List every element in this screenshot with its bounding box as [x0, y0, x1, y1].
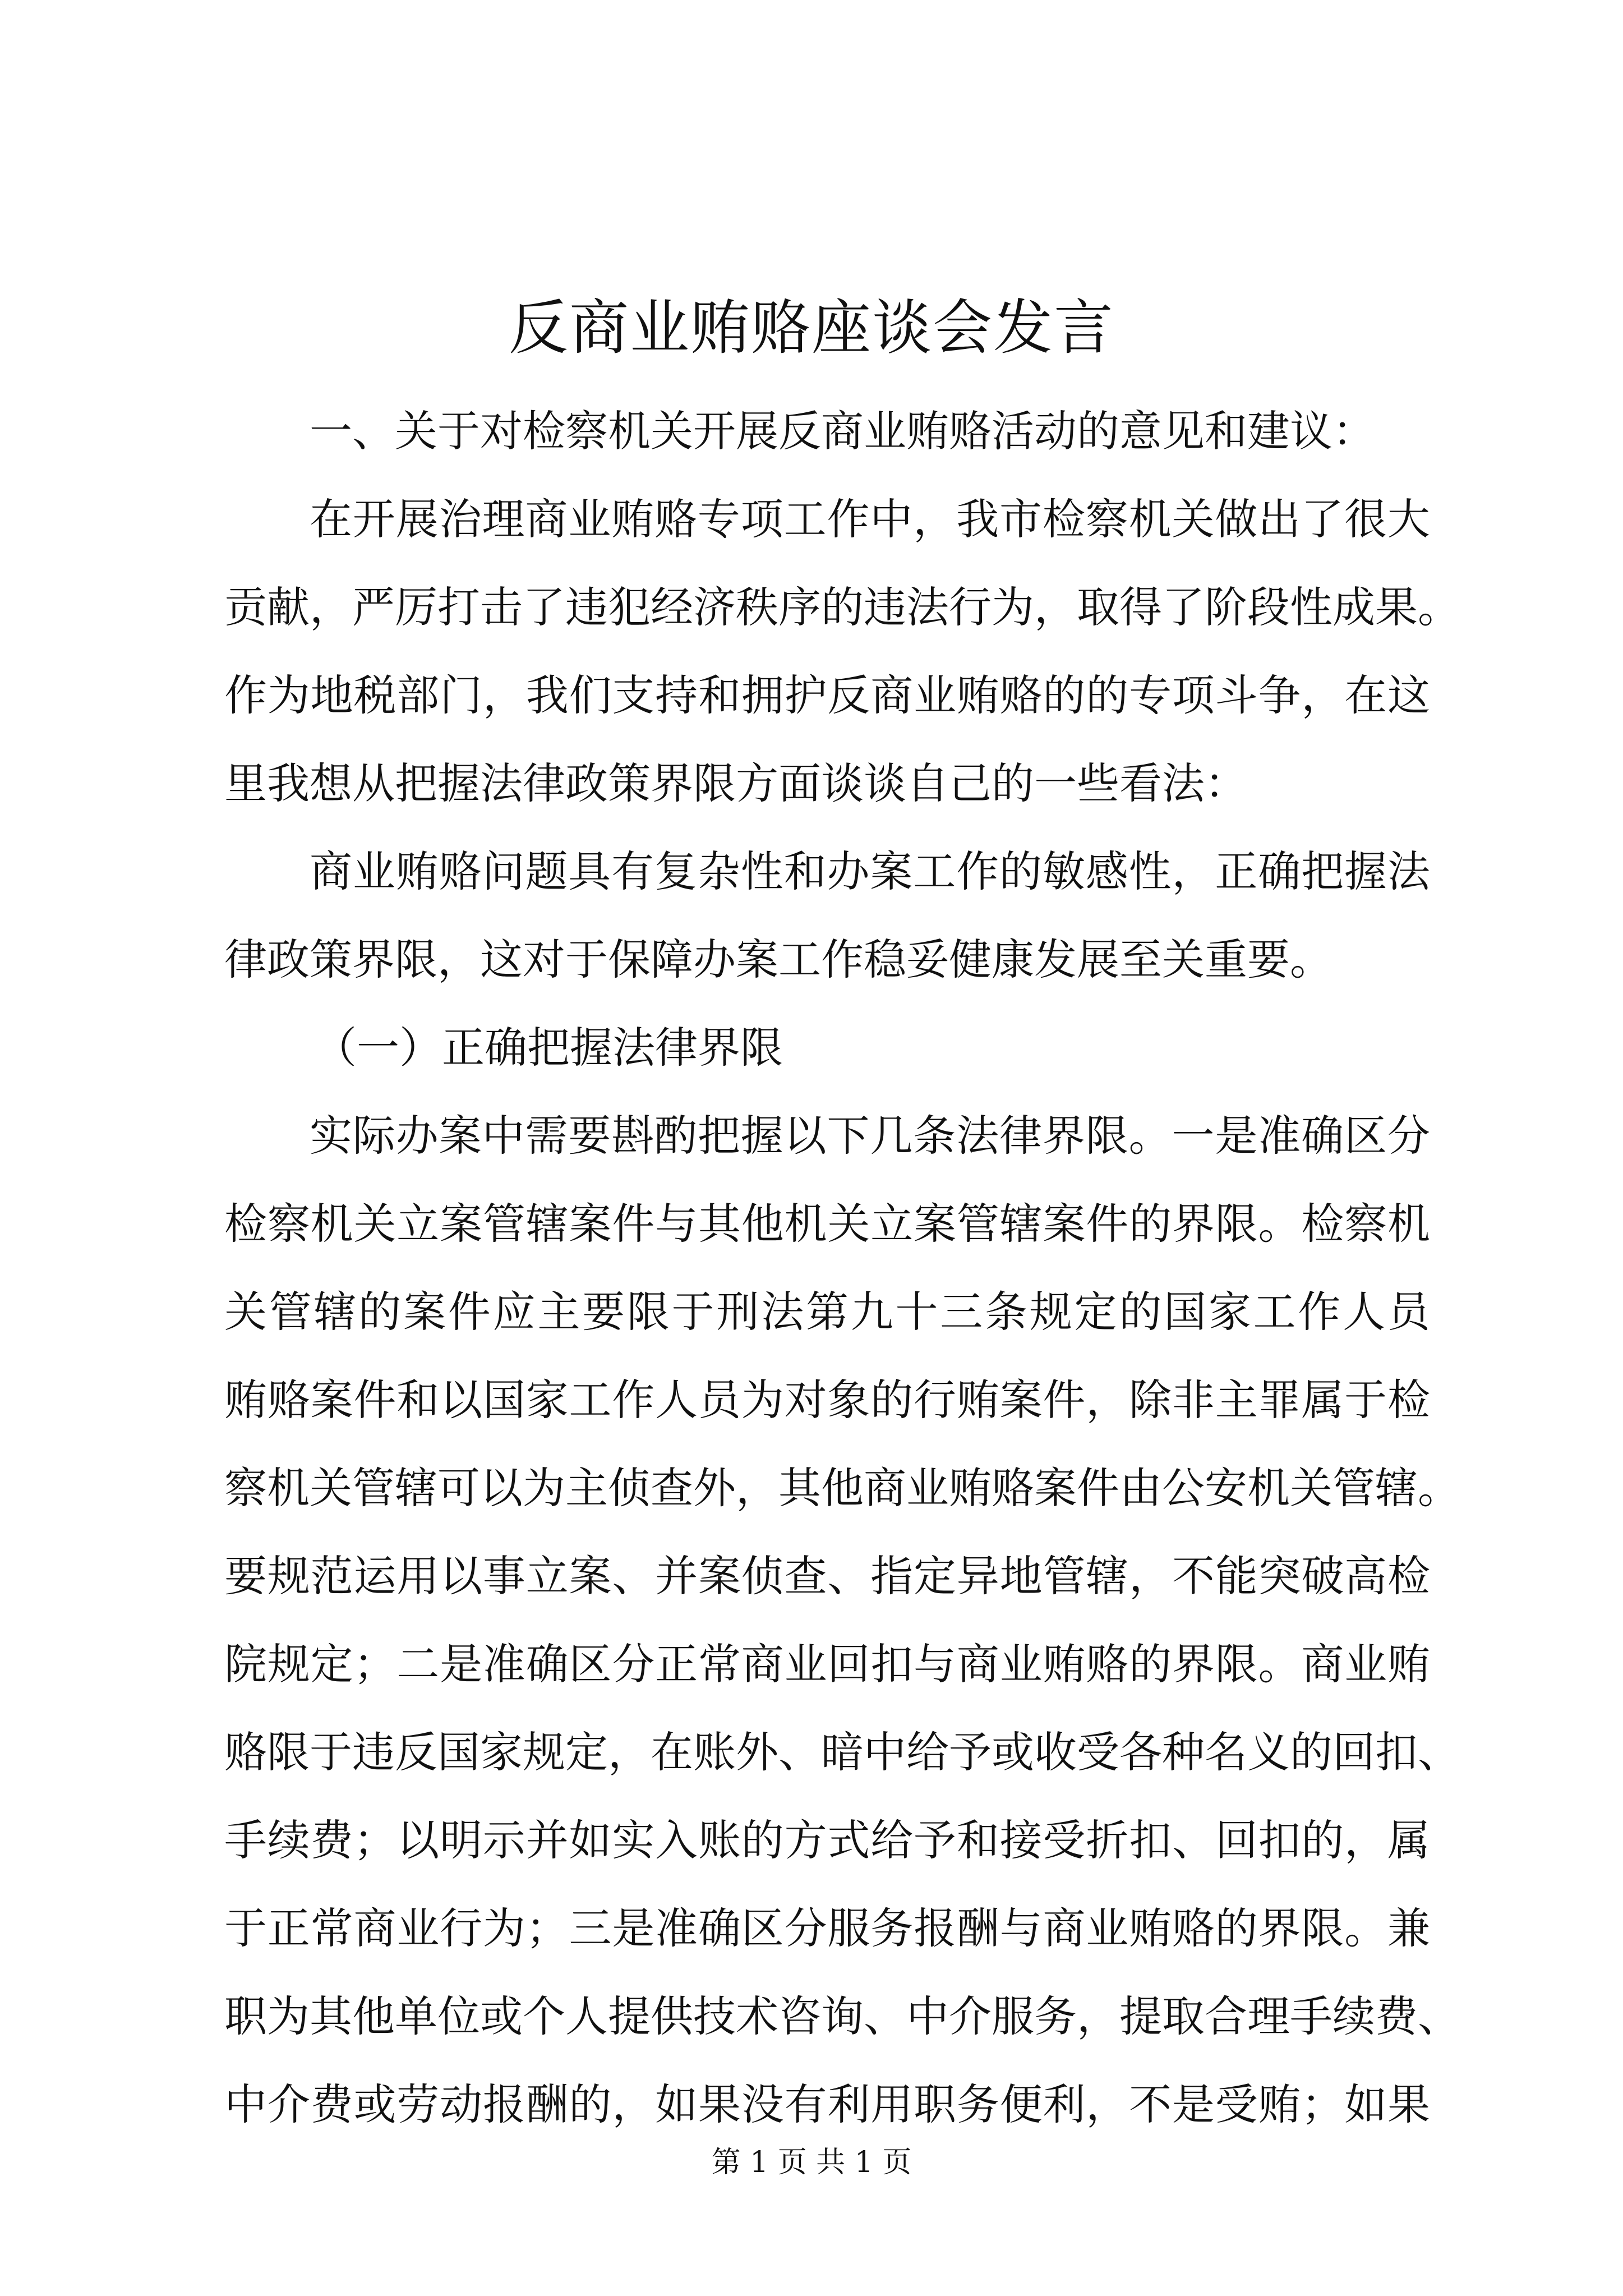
page-footer: 第 1 页 共 1 页	[711, 2146, 912, 2179]
text-line: 于 正 常 商 业 行 为 ； 三 是 准 确 区 分 服 务 报 酬 与 商 业 贿 赂 的 界 限 。 兼	[224, 1903, 1430, 1953]
document-body	[224, 387, 1460, 2148]
text-line: 商 业 贿 赂 问 题 具 有 复 杂 性 和 办 案 工 作 的 敏 感 性 ， 正 确 把 握 法	[310, 846, 1430, 896]
text-line: 要 规 范 运 用 以 事 立 案 、 并 案 侦 查 、 指 定 异 地 管 辖 ， 不 能 突 破 高 检	[224, 1551, 1430, 1601]
text-line: 关 管 辖 的 案 件 应 主 要 限 于 刑 法 第 九 十 三 条 规 定 的 国 家 工 作 人 员	[224, 1287, 1430, 1337]
text-line: 检 察 机 关 立 案 管 辖 案 件 与 其 他 机 关 立 案 管 辖 案 件 的 界 限 。 检 察 机	[224, 1199, 1430, 1249]
text-line: 院 规 定 ； 二 是 准 确 区 分 正 常 商 业 回 扣 与 商 业 贿 赂 的 界 限 。 商 业 贿	[224, 1639, 1430, 1689]
text-line: 在 开 展 治 理 商 业 贿 赂 专 项 工 作 中 ， 我 市 检 察 机 关 做 出 了 很 大	[310, 494, 1430, 544]
text-line: 作 为 地 税 部 门 ， 我 们 支 持 和 拥 护 反 商 业 贿 赂 的 的 专 项 斗 争 ， 在 这	[224, 670, 1430, 720]
text-line: 赂 限 于 违 反 国 家 规 定 ， 在 账 外 、 暗 中 给 予 或 收 受 各 种 名 义 的 回 扣 、	[224, 1727, 1460, 1777]
text-line: 律政策界限，这对于保障办案工作稳妥健康发展至关重要。	[224, 935, 1332, 984]
text-line: 里我想从把握法律政策界限方面谈谈自己的一些看法：	[224, 758, 1247, 808]
text-line: 贡 献 ， 严 厉 打 击 了 违 犯 经 济 秩 序 的 违 法 行 为 ， 取 得 了 阶 段 性 成 果 。	[224, 582, 1460, 632]
text-line: 中 介 费 或 劳 动 报 酬 的 ， 如 果 没 有 利 用 职 务 便 利 ， 不 是 受 贿 ； 如 果	[224, 2079, 1430, 2129]
text-line: （一）正确把握法律界限	[314, 1023, 783, 1073]
document-title: 反商业贿赂座谈会发言	[509, 293, 1114, 362]
text-line: 实 际 办 案 中 需 要 斟 酌 把 握 以 下 几 条 法 律 界 限 。 一 是 准 确 区 分	[310, 1111, 1430, 1161]
text-line: 手 续 费 ； 以 明 示 并 如 实 入 账 的 方 式 给 予 和 接 受 折 扣 、 回 扣 的 ， 属	[224, 1815, 1430, 1865]
text-line: 察 机 关 管 辖 可 以 为 主 侦 查 外 ， 其 他 商 业 贿 赂 案 件 由 公 安 机 关 管 辖 。	[224, 1463, 1460, 1513]
text-line: 贿 赂 案 件 和 以 国 家 工 作 人 员 为 对 象 的 行 贿 案 件 ， 除 非 主 罪 属 于 检	[224, 1375, 1430, 1425]
text-line: 一、关于对检察机关开展反商业贿赂活动的意见和建议：	[310, 406, 1375, 456]
text-line: 职 为 其 他 单 位 或 个 人 提 供 技 术 咨 询 、 中 介 服 务 ， 提 取 合 理 手 续 费 、	[224, 1991, 1460, 2041]
